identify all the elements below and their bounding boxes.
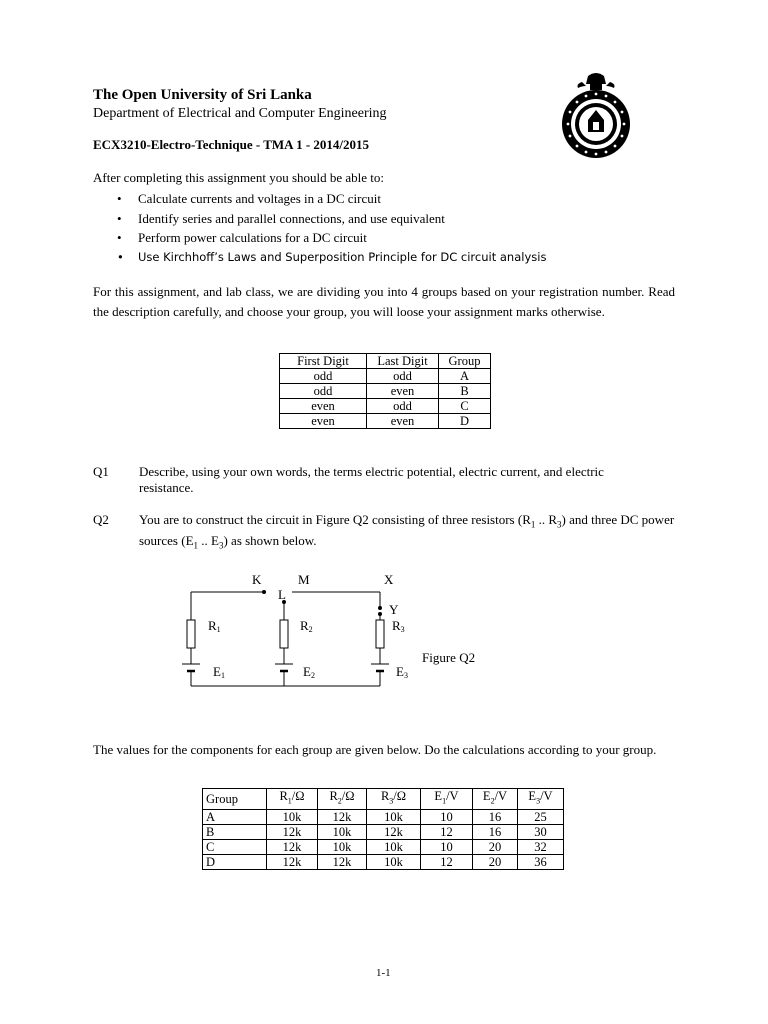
battery-e1-icon: [182, 664, 200, 671]
intro-text: After completing this assignment you should be able to:: [93, 170, 385, 185]
terminal-k: [262, 590, 266, 594]
table-cell: 12k: [267, 839, 318, 854]
resistor-label-r2: R2: [300, 618, 313, 634]
battery-e3-icon: [371, 664, 389, 671]
table-cell: 30: [518, 824, 564, 839]
objective-item: • Perform power calculations for a DC circuit: [117, 228, 546, 248]
component-values-table: [202, 788, 564, 870]
table-cell: 10k: [318, 839, 367, 854]
table-cell: even: [280, 399, 367, 414]
table-cell: 10k: [367, 809, 421, 824]
node-label-k: K: [252, 572, 262, 587]
table-cell: 12k: [367, 824, 421, 839]
groups-paragraph: For this assignment, and lab class, we are dividing you into 4 groups based on your registration number. Read the description carefully, and choose your group, you will loose your assignment marks otherwise.: [93, 284, 675, 319]
table-cell: B: [203, 824, 267, 839]
table-cell: odd: [367, 369, 439, 384]
table-header-cell: $E_1/V$: [421, 789, 473, 810]
table-row: [280, 414, 491, 429]
table-cell: C: [439, 399, 491, 414]
table-header-cell: $R_3/\Omega$: [367, 789, 421, 810]
table-header-cell: Group: [439, 354, 491, 369]
resistor-r2-icon: [280, 620, 288, 648]
table-header-cell: Group: [203, 789, 267, 810]
table-cell: 20: [473, 854, 518, 869]
source-label-e3: E3: [396, 664, 408, 680]
objective-item: • Calculate currents and voltages in a DC circuit: [117, 189, 546, 209]
table-cell: 10k: [367, 839, 421, 854]
source-label-e1: E1: [213, 664, 225, 680]
table-cell: C: [203, 839, 267, 854]
terminal-y: [378, 612, 382, 616]
table-cell: even: [367, 414, 439, 429]
university-crest-icon: [560, 72, 632, 160]
table-cell: 12k: [318, 854, 367, 869]
table-cell: 10k: [267, 809, 318, 824]
resistor-label-r1: R1: [208, 618, 221, 634]
table-cell: odd: [367, 399, 439, 414]
table-cell: 36: [518, 854, 564, 869]
table-cell: 25: [518, 809, 564, 824]
resistor-label-r3: R3: [392, 618, 405, 634]
group-table: [279, 353, 491, 429]
table-cell: odd: [280, 369, 367, 384]
table-cell: 10k: [318, 824, 367, 839]
table-cell: A: [203, 809, 267, 824]
table-row: [280, 369, 491, 384]
table-cell: 10: [421, 839, 473, 854]
table-cell: 12k: [267, 854, 318, 869]
terminal-x: [378, 606, 382, 610]
node-label-m: M: [298, 572, 310, 587]
values-intro-text: The values for the components for each group are given below. Do the calculations according to your group.: [93, 742, 657, 757]
node-label-x: X: [384, 572, 394, 587]
table-row: [280, 399, 491, 414]
page-number: 1-1: [376, 967, 391, 979]
table-header-cell: $R_1/\Omega$: [267, 789, 318, 810]
question-text: Describe, using your own words, the terms electric potential, electric current, and electric resistance.: [139, 464, 604, 495]
table-header-cell: $E_2/V$: [473, 789, 518, 810]
figure-caption: Figure Q2: [422, 650, 476, 665]
objectives-list: [117, 189, 546, 267]
objective-item: • Use Kirchhoff’s Laws and Superposition Principle for DC circuit analysis: [117, 248, 546, 268]
university-name: The Open University of Sri Lanka: [93, 87, 312, 103]
resistor-r1-icon: [187, 620, 195, 648]
table-row: [280, 384, 491, 399]
table-cell: 12: [421, 854, 473, 869]
battery-e2-icon: [275, 664, 293, 671]
table-cell: D: [439, 414, 491, 429]
course-title: ECX3210-Electro-Technique - TMA 1 - 2014/2015: [93, 137, 370, 152]
table-cell: 10: [421, 809, 473, 824]
table-row: [203, 824, 564, 839]
table-header-row: [280, 354, 491, 369]
question-number: Q2: [93, 512, 109, 527]
node-label-l: L: [278, 587, 286, 602]
table-row: [203, 839, 564, 854]
table-cell: odd: [280, 384, 367, 399]
table-header-cell: First Digit: [280, 354, 367, 369]
source-label-e2: E2: [303, 664, 315, 680]
table-cell: 12k: [318, 809, 367, 824]
table-cell: 16: [473, 809, 518, 824]
table-header-cell: $E_3/V$: [518, 789, 564, 810]
table-header-cell: $R_2/\Omega$: [318, 789, 367, 810]
node-label-y: Y: [389, 602, 399, 617]
table-cell: 20: [473, 839, 518, 854]
table-cell: even: [367, 384, 439, 399]
table-cell: D: [203, 854, 267, 869]
table-cell: 16: [473, 824, 518, 839]
question-number: Q1: [93, 464, 109, 479]
table-header-row: [203, 789, 564, 810]
table-cell: 12: [421, 824, 473, 839]
table-cell: B: [439, 384, 491, 399]
table-cell: 12k: [267, 824, 318, 839]
table-row: [203, 809, 564, 824]
table-cell: 10k: [367, 854, 421, 869]
table-row: [203, 854, 564, 869]
table-cell: 32: [518, 839, 564, 854]
resistor-r3-icon: [376, 620, 384, 648]
question-text: You are to construct the circuit in Figure Q2 consisting of three resistors ($R_1$ .. $R_3$) and three DC power sources ($E_1$ .. $E_3$) as shown below.: [139, 512, 675, 551]
table-cell: even: [280, 414, 367, 429]
circuit-diagram: [160, 568, 476, 698]
table-header-cell: Last Digit: [367, 354, 439, 369]
objective-item: • Identify series and parallel connections, and use equivalent: [117, 209, 546, 229]
table-cell: A: [439, 369, 491, 384]
department-name: Department of Electrical and Computer Engineering: [93, 106, 387, 121]
